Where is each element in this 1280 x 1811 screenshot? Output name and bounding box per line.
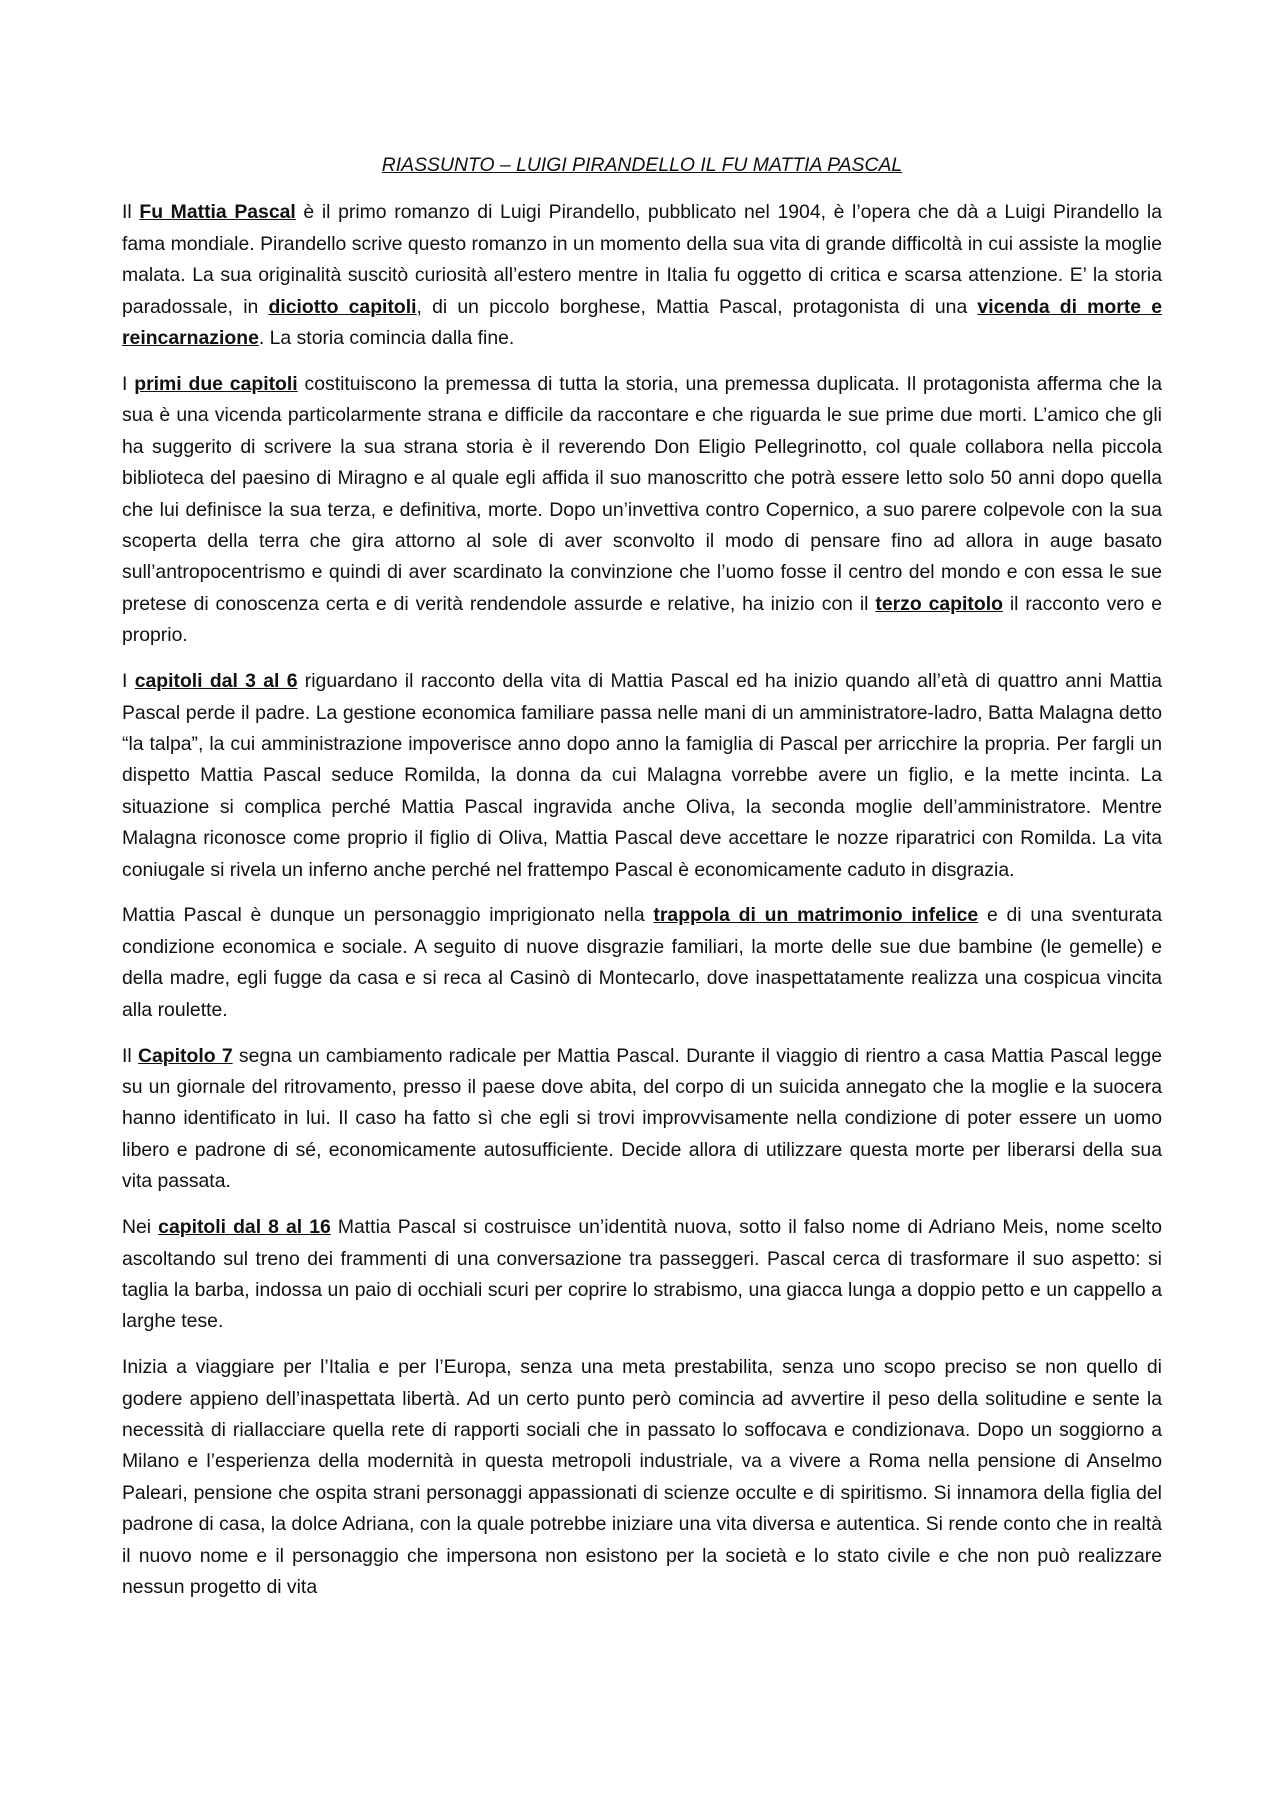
paragraph-chapters-8-16 bbox=[122, 1212, 1162, 1338]
highlight-term: Capitolo 7 bbox=[138, 1044, 233, 1067]
paragraph-marriage bbox=[122, 900, 1162, 1026]
text-run: e di una sventurata condizione economica e sociale. A seguito di nuove disgrazie familiari, la morte delle sue due bambine (le gemelle) e della madre, egli fugge da casa e si reca al Casinò di Montecarlo, dove inaspettatamente realizza una cospicua vincita alla roulette. bbox=[122, 904, 1162, 1021]
highlight-term: diciotto capitoli bbox=[268, 295, 417, 318]
text-run: Mattia Pascal è dunque un personaggio imprigionato nella bbox=[122, 904, 654, 927]
highlight-term: vicenda di morte e reincarnazione bbox=[122, 295, 1163, 350]
text-run: Il bbox=[122, 1044, 138, 1067]
highlight-term: capitoli dal 3 al 6 bbox=[134, 670, 298, 693]
paragraph-chapters-3-6 bbox=[122, 666, 1162, 886]
text-run: il racconto vero e proprio. bbox=[122, 592, 1162, 647]
paragraph-chapter-7 bbox=[122, 1041, 1162, 1198]
text-run: è il primo romanzo di Luigi Pirandello, pubblicato nel 1904, è l’opera che dà a Luigi Pirandello la fama mondiale. Pirandello scrive questo romanzo in un momento della sua vita di grande difficoltà in cui assiste la moglie malata. La sua originalità suscitò curiosità all’estero mentre in Italia fu oggetto di critica e scarsa attenzione. E’ la storia paradossale, in bbox=[122, 201, 1162, 318]
document-title: RIASSUNTO – LUIGI PIRANDELLO IL FU MATTIA PASCAL bbox=[381, 154, 903, 176]
text-run: I bbox=[122, 670, 135, 693]
highlight-term: terzo capitolo bbox=[875, 592, 1003, 615]
text-run: riguardano il racconto della vita di Mattia Pascal ed ha inizio quando all’età di quattro anni Mattia Pascal perde il padre. La gestione economica familiare passa nelle mani di un amministratore-ladro, Batta Malagna detto “la talpa”, la cui amministrazione impoverisce anno dopo anno la famiglia di Pascal per arricchire la propria. Per fargli un dispetto Mattia Pascal seduce Romilda, la donna da cui Malagna vorrebbe avere un figlio, e la mette incinta. La situazione si complica perché Mattia Pascal ingravida anche Oliva, la seconda moglie dell’amministratore. Mentre Malagna riconosce come proprio il figlio di Oliva, Mattia Pascal deve accettare le nozze riparatrici con Romilda. La vita coniugale si rivela un inferno anche perché nel frattempo Pascal è economicamente caduto in disgrazia. bbox=[122, 670, 1163, 881]
highlight-term: trappola di un matrimonio infelice bbox=[653, 904, 979, 927]
paragraph-travels bbox=[122, 1352, 1162, 1603]
text-run: Inizia a viaggiare per l’Italia e per l’Europa, senza una meta prestabilita, senza uno scopo preciso se non quello di godere appieno dell’inaspettata libertà. Ad un certo punto però comincia ad avvertire il peso della solitudine e sente la necessità di riallacciare quella rete di rapporti sociali che in passato lo soffocava e condizionava. Dopo un soggiorno a Milano e l’esperienza della modernità in questa metropoli industriale, va a vivere a Roma nella pensione di Anselmo Paleari, pensione che ospita strani personaggi appassionati di scienze occulte e di spiritismo. Si innamora della figlia del padrone di casa, la dolce Adriana, con la quale potrebbe iniziare una vita diversa e autentica. Si rende conto che in realtà il nuovo nome e il personaggio che impersona non esistono per la società e lo stato civile e che non può realizzare nessun progetto di vita bbox=[122, 1356, 1162, 1599]
text-run: I bbox=[122, 372, 135, 395]
document-page bbox=[122, 150, 1162, 1603]
highlight-term: Fu Mattia Pascal bbox=[139, 201, 296, 224]
text-run: Nei bbox=[122, 1216, 159, 1239]
text-run: segna un cambiamento radicale per Mattia Pascal. Durante il viaggio di rientro a casa Mattia Pascal legge su un giornale del ritrovamento, presso il paese dove abita, del corpo di un suicida annegato che la moglie e la suocera hanno identificato in lui. Il caso ha fatto sì che egli si trovi improvvisamente nella condizione di poter essere un uomo libero e padrone di sé, economicamente autosufficiente. Decide allora di utilizzare questa morte per liberarsi della sua vita passata. bbox=[122, 1044, 1162, 1193]
text-run: Il bbox=[122, 201, 140, 224]
text-run: Mattia Pascal si costruisce un’identità nuova, sotto il falso nome di Adriano Meis, nome scelto ascoltando sul treno dei frammenti di una conversazione tra passeggeri. Pascal cerca di trasformare il suo aspetto: si taglia la barba, indossa un paio di occhiali scuri per coprire lo strabismo, una giacca lunga a doppio petto e un cappello a larghe tese. bbox=[122, 1216, 1162, 1333]
paragraph-chapters-1-2 bbox=[122, 369, 1162, 652]
text-run: , di un piccolo borghese, Mattia Pascal, protagonista di una bbox=[416, 295, 978, 318]
paragraph-intro bbox=[122, 197, 1162, 354]
text-run: . La storia comincia dalla fine. bbox=[258, 327, 515, 350]
highlight-term: primi due capitoli bbox=[134, 372, 298, 395]
highlight-term: capitoli dal 8 al 16 bbox=[158, 1216, 331, 1239]
text-run: costituiscono la premessa di tutta la storia, una premessa duplicata. Il protagonista afferma che la sua è una vicenda particolarmente strana e difficile da raccontare e che riguarda le sue prime due morti. L’amico che gli ha suggerito di scrivere la sua strana storia è il reverendo Don Eligio Pellegrinotto, col quale collabora nella piccola biblioteca del paesino di Miragno e al quale egli affida il suo manoscritto che potrà essere letto solo 50 anni dopo quella che lui definisce la sua terza, e definitiva, morte. Dopo un’invettiva contro Copernico, a suo parere colpevole con la sua scoperta della terra che gira attorno al sole di aver sconvolto il modo di pensare fino ad allora in auge basato sull’antropocentrismo e quindi di aver scardinato la convinzione che l’uomo fosse il centro del mondo e con essa le sue pretese di conoscenza certa e di verità rendendole assurde e relative, ha inizio con il bbox=[122, 372, 1162, 615]
